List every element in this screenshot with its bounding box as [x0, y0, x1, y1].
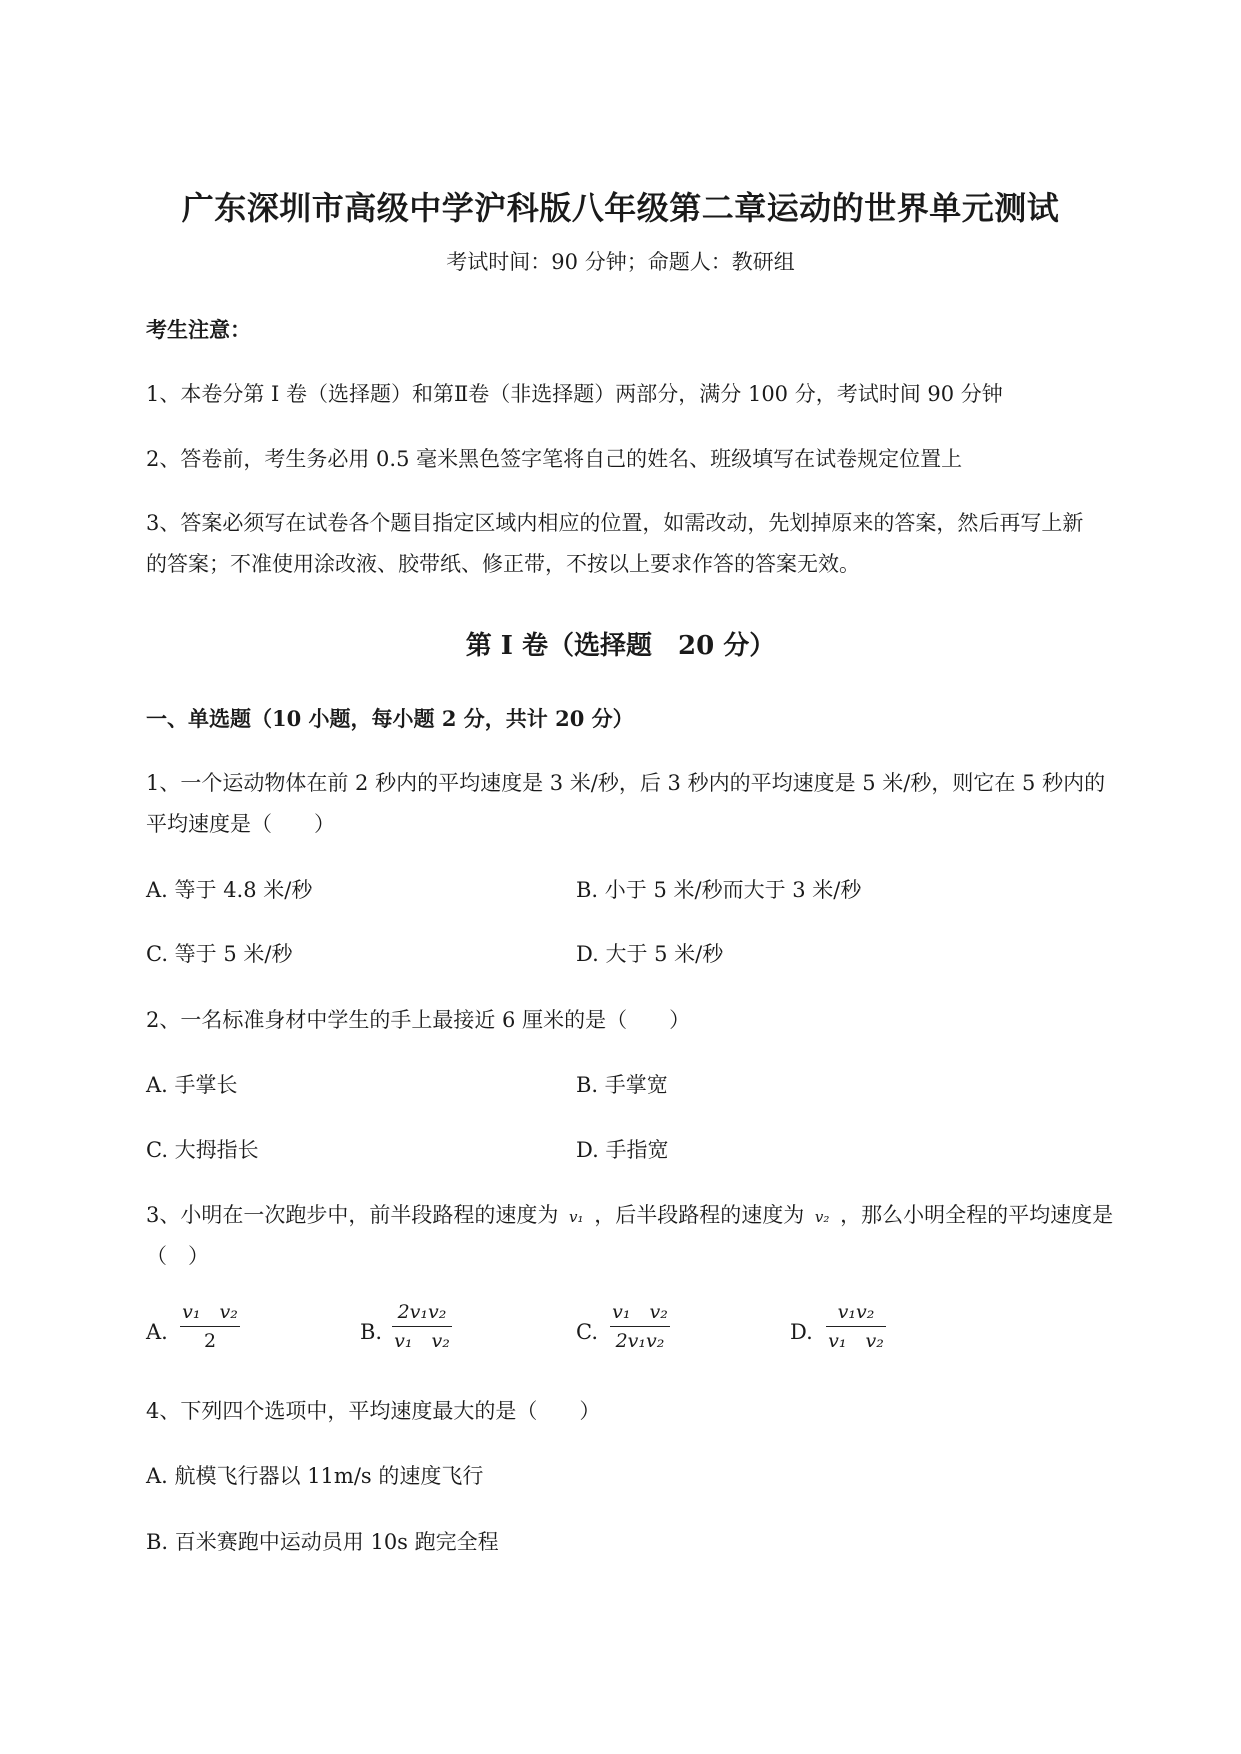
- exam-info: 考试时间：90 分钟；命题人：教研组: [446, 250, 795, 274]
- question-3-text-cont: （ ）: [146, 1244, 209, 1268]
- fraction-numerator: 2v₁v₂: [397, 1301, 447, 1323]
- question-1-text: 1、一个运动物体在前 2 秒内的平均速度是 3 米/秒，后 3 秒内的平均速度是 5 米/秒，则它在 5 秒内的: [146, 771, 1106, 795]
- page-title: 广东深圳市高级中学沪科版八年级第二章运动的世界单元测试: [181, 189, 1060, 227]
- notice-item-3: 3、答案必须写在试卷各个题目指定区域内相应的位置，如需改动，先划掉原来的答案，然后再写上新: [146, 511, 1084, 535]
- question-2-option-c[interactable]: C. 大拇指长: [146, 1138, 259, 1162]
- fraction-denominator: v₁ v₂: [828, 1330, 884, 1352]
- question-3-option-a-fraction[interactable]: [180, 1300, 240, 1353]
- fraction-bar: [180, 1326, 240, 1327]
- question-3-text-part-2: ，后半段路程的速度为: [594, 1203, 805, 1227]
- notice-item-3-cont: 的答案；不准使用涂改液、胶带纸、修正带，不按以上要求作答的答案无效。: [146, 552, 860, 576]
- fraction-bar: [610, 1326, 670, 1327]
- notice-item-1: 1、本卷分第 I 卷（选择题）和第Ⅱ卷（非选择题）两部分，满分 100 分，考试时间 90 分钟: [146, 382, 1003, 406]
- question-2-option-a[interactable]: A. 手掌长: [146, 1073, 238, 1097]
- question-1-option-c[interactable]: C. 等于 5 米/秒: [146, 942, 293, 966]
- fraction-bar: [826, 1326, 886, 1327]
- fraction-numerator: v₁ v₂: [182, 1301, 238, 1323]
- question-3-option-c-label[interactable]: C.: [576, 1320, 598, 1344]
- question-2-option-d[interactable]: D. 手指宽: [576, 1138, 669, 1162]
- v1-symbol: v₁: [569, 1208, 584, 1226]
- notice-heading: 考生注意：: [146, 317, 251, 342]
- question-3-option-d-fraction[interactable]: [826, 1300, 886, 1353]
- question-4-text: 4、下列四个选项中，平均速度最大的是（ ）: [146, 1399, 601, 1423]
- question-1-option-b[interactable]: B. 小于 5 米/秒而大于 3 米/秒: [576, 878, 862, 902]
- fraction-denominator: 2v₁v₂: [615, 1330, 665, 1352]
- notice-item-2: 2、答卷前，考生务必用 0.5 毫米黑色签字笔将自己的姓名、班级填写在试卷规定位置上: [146, 447, 963, 471]
- question-1-text-cont: 平均速度是（ ）: [146, 812, 335, 836]
- question-3-option-b-fraction[interactable]: [392, 1300, 452, 1353]
- section-title: 第 I 卷（选择题 20 分）: [465, 631, 776, 661]
- question-2-option-b[interactable]: B. 手掌宽: [576, 1073, 668, 1097]
- question-3-text: [146, 1199, 1113, 1229]
- question-3-text-part-1: 3、小明在一次跑步中，前半段路程的速度为: [146, 1203, 559, 1227]
- question-2-text: 2、一名标准身材中学生的手上最接近 6 厘米的是（ ）: [146, 1008, 691, 1032]
- v2-symbol: v₂: [814, 1208, 830, 1226]
- question-3-option-d-label[interactable]: D.: [790, 1320, 813, 1344]
- question-3-option-b-label[interactable]: B.: [360, 1320, 383, 1344]
- fraction-bar: [392, 1326, 452, 1327]
- question-1-option-d[interactable]: D. 大于 5 米/秒: [576, 942, 724, 966]
- question-3-text-part-3: ，那么小明全程的平均速度是: [840, 1203, 1114, 1227]
- question-1-option-a[interactable]: A. 等于 4.8 米/秒: [146, 878, 313, 902]
- question-3-option-a-label[interactable]: A.: [146, 1320, 168, 1344]
- question-3-option-c-fraction[interactable]: [610, 1300, 670, 1353]
- question-4-option-a[interactable]: A. 航模飞行器以 11m/s 的速度飞行: [146, 1464, 484, 1488]
- fraction-denominator: 2: [203, 1330, 217, 1352]
- fraction-denominator: v₁ v₂: [394, 1330, 450, 1352]
- part-heading: 一、单选题（10 小题，每小题 2 分，共计 20 分）: [146, 706, 634, 731]
- fraction-numerator: v₁ v₂: [612, 1301, 668, 1323]
- question-4-option-b[interactable]: B. 百米赛跑中运动员用 10s 跑完全程: [146, 1530, 499, 1554]
- fraction-numerator: v₁v₂: [837, 1301, 875, 1323]
